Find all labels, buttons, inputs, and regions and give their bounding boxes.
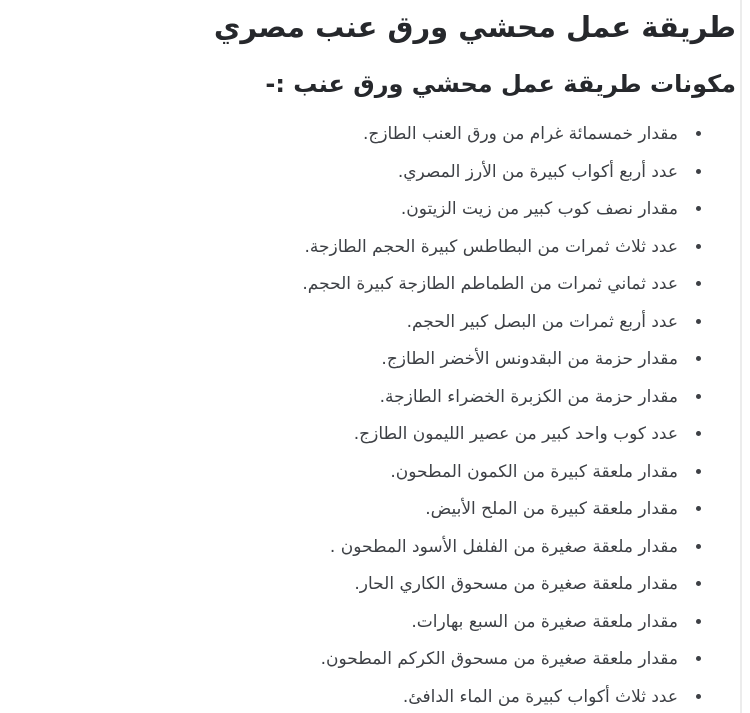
- ingredient-item: • عدد ثلاث أكواب كبيرة من الماء الدافئ.: [30, 685, 684, 711]
- ingredients-section-heading: مكونات طريقة عمل محشي ورق عنب :-: [265, 70, 736, 98]
- ingredient-item: • مقدار حزمة من الكزبرة الخضراء الطازجة.: [30, 385, 684, 411]
- ingredient-item: • مقدار ملعقة كبيرة من الكمون المطحون.: [30, 460, 684, 486]
- ingredient-item: • مقدار ملعقة صغيرة من مسحوق الكاري الحار.: [30, 572, 684, 598]
- ingredient-item: • عدد أربع ثمرات من البصل كبير الحجم.: [30, 310, 684, 336]
- ingredient-item: • عدد كوب واحد كبير من عصير الليمون الطازج.: [30, 422, 684, 448]
- ingredient-item: • مقدار ملعقة صغيرة من السبع بهارات.: [30, 610, 684, 636]
- ingredient-item: • مقدار حزمة من البقدونس الأخضر الطازج.: [30, 347, 684, 373]
- ingredient-item: • مقدار خمسمائة غرام من ورق العنب الطازج.: [30, 122, 684, 148]
- ingredient-item: • مقدار ملعقة صغيرة من مسحوق الكركم المطحون.: [30, 647, 684, 673]
- ingredient-item: • عدد ثلاث ثمرات من البطاطس كبيرة الحجم الطازجة.: [30, 235, 684, 261]
- ingredient-item: • مقدار نصف كوب كبير من زيت الزيتون.: [30, 197, 684, 223]
- page-title: طريقة عمل محشي ورق عنب مصري: [213, 10, 736, 44]
- page-right-divider: [740, 0, 742, 713]
- ingredient-item: • مقدار ملعقة كبيرة من الملح الأبيض.: [30, 497, 684, 523]
- ingredient-item: • عدد أربع أكواب كبيرة من الأرز المصري.: [30, 160, 684, 186]
- ingredients-list: [30, 122, 736, 710]
- ingredient-item: • مقدار ملعقة صغيرة من الفلفل الأسود المطحون .: [30, 535, 684, 561]
- ingredient-item: • عدد ثماني ثمرات من الطماطم الطازجة كبيرة الحجم.: [30, 272, 684, 298]
